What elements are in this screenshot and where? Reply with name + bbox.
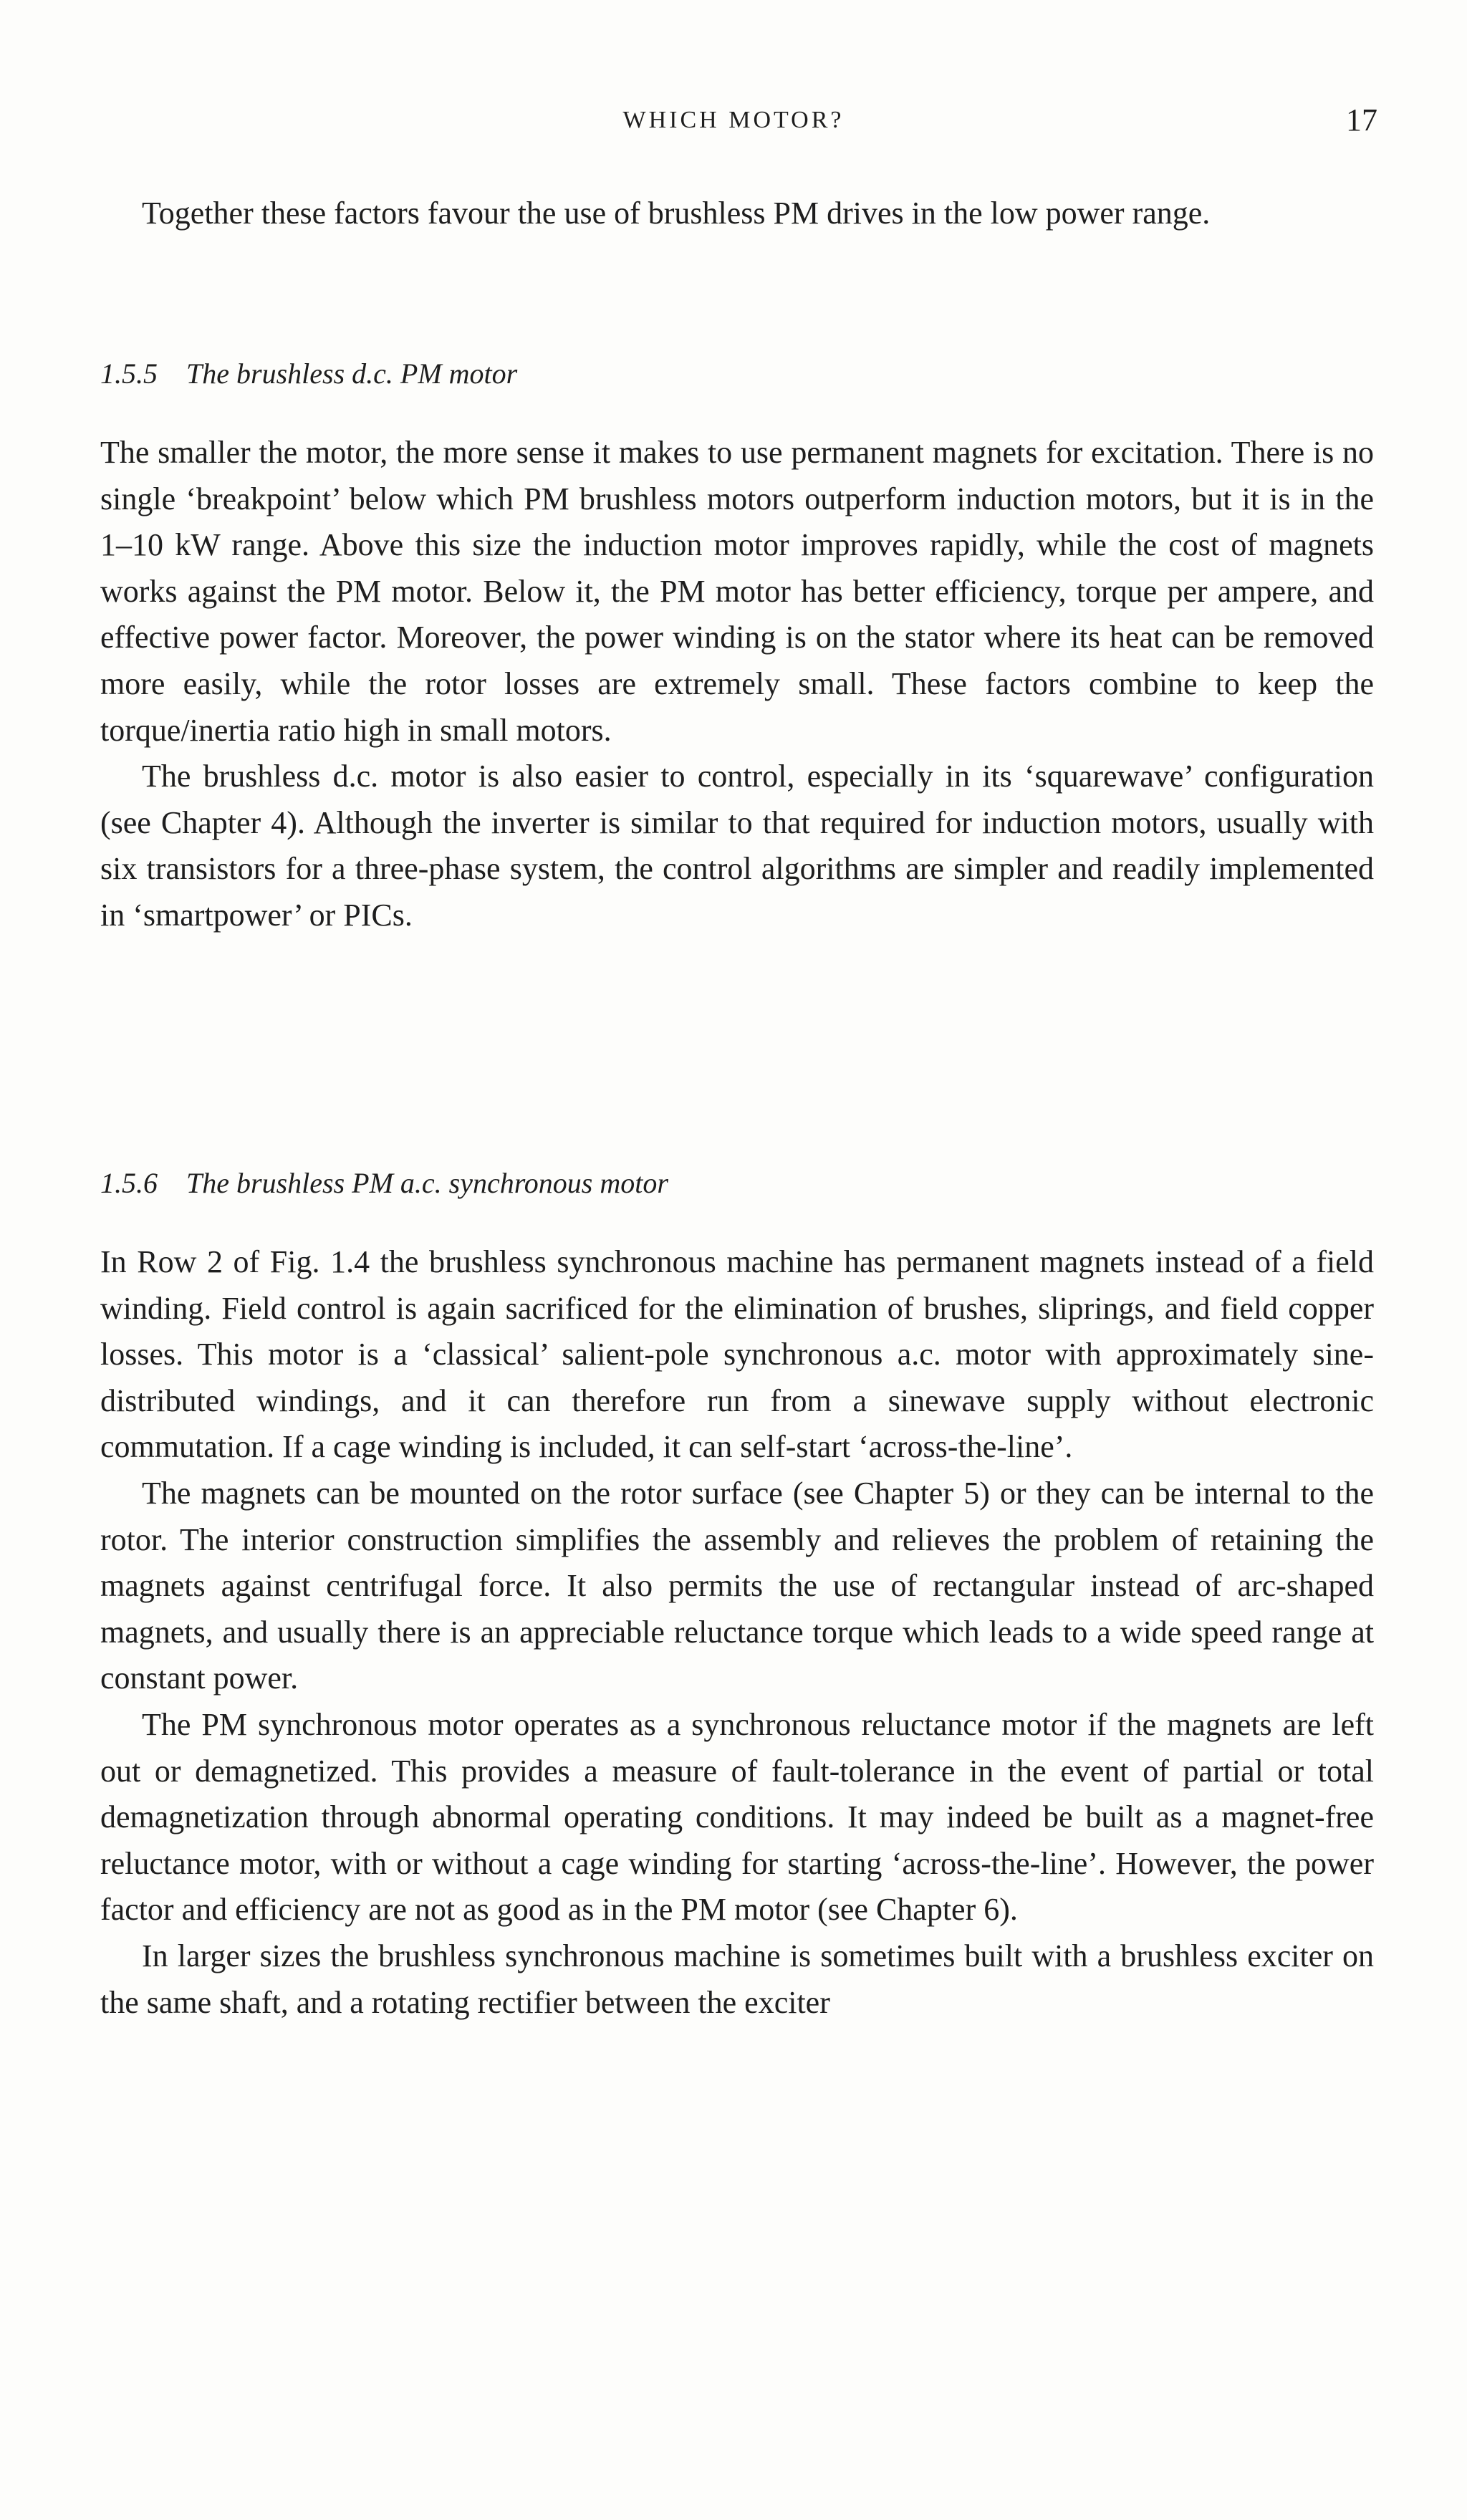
paragraph: In larger sizes the brushless synchronous machine is sometimes built with a brushless exciter on the same shaft, and a rotating rectifier between the exciter <box>100 1938 1374 2020</box>
intro-paragraph: Together these factors favour the use of brushless PM drives in the low power range. <box>142 196 1211 231</box>
paragraph: The brushless d.c. motor is also easier to control, especially in its ‘squarewave’ configuration (see Chapter 4). Although the inverter is similar to that required for induction motors, usually with six transistors for a three-phase system, the control algorithms are simpler and readily implemented in ‘smartpower’ or PICs. <box>100 759 1374 933</box>
running-head <box>0 99 1467 142</box>
intro-block <box>100 191 1374 237</box>
running-title: WHICH MOTOR? <box>622 107 845 133</box>
section-heading-1-5-6 <box>100 1162 1374 1205</box>
paragraph: The magnets can be mounted on the rotor surface (see Chapter 5) or they can be internal to the rotor. The interior construction simplifies the assembly and relieves the problem of retaining the magnets against centrifugal force. It also permits the use of rectangular instead of arc-shaped magnets, and usually there is an appreciable reluctance torque which leads to a wide speed range at constant power. <box>100 1475 1374 1696</box>
section-number: 1.5.6 <box>100 1167 158 1199</box>
section-title: The brushless PM a.c. synchronous motor <box>186 1167 668 1199</box>
section-heading-1-5-5 <box>100 352 1374 395</box>
paragraph: In Row 2 of Fig. 1.4 the brushless synchronous machine has permanent magnets instead of a field winding. Field control is again sacrificed for the elimination of brushes, sliprings, and field copper losses. This motor is a ‘classical’ salient-pole synchronous a.c. motor with approximately sine-distributed windings, and it can therefore run from a sinewave supply without electronic commutation. If a cage winding is included, it can self-start ‘across-the-line’. <box>100 1244 1374 1465</box>
paragraph: The PM synchronous motor operates as a synchronous reluctance motor if the magnets are left out or demagnetized. This provides a measure of fault-tolerance in the event of partial or total demagnetization through abnormal operating conditions. It may indeed be built as a magnet-free reluctance motor, with or without a cage winding for starting ‘across-the-line’. However, the power factor and efficiency are not as good as in the PM motor (see Chapter 6). <box>100 1706 1374 1928</box>
section-body-1-5-5 <box>100 430 1374 939</box>
section-body-1-5-6 <box>100 1239 1374 2026</box>
page-number: 17 <box>1346 102 1377 138</box>
section-number: 1.5.5 <box>100 357 158 390</box>
section-title: The brushless d.c. PM motor <box>186 357 518 390</box>
paragraph: The smaller the motor, the more sense it makes to use permanent magnets for excitation. There is no single ‘breakpoint’ below which PM brushless motors outperform induction motors, but it is in the 1–10 kW range. Above this size the induction motor improves rapidly, while the cost of magnets works against the PM motor. Below it, the PM motor has better efficiency, torque per ampere, and effective power factor. Moreover, the power winding is on the stator where its heat can be removed more easily, while the rotor losses are extremely small. These factors combine to keep the torque/inertia ratio high in small motors. <box>100 435 1374 748</box>
